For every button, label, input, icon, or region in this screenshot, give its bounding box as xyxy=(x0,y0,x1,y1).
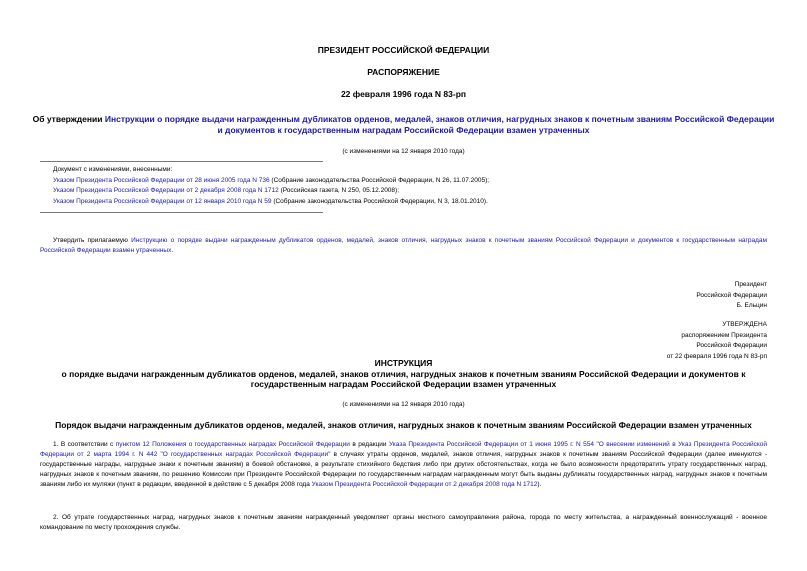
decree-59-link[interactable]: Указом Президента Российской Федерации от 12 января 2010 года N 59 xyxy=(53,197,272,205)
amending-doc-item xyxy=(53,186,753,197)
amending-documents-box xyxy=(53,165,753,207)
regulation-point-12-link[interactable]: пунктом 12 Положения о государственных наградах Российской Федерации xyxy=(115,441,350,448)
section-title: Порядок выдачи награжденным дубликатов орденов, медалей, знаков отличия, нагрудных знаков к почетным званиям Российской Федерации взамен утраченных xyxy=(55,420,752,430)
signature-block xyxy=(567,280,767,312)
approve-prefix: Утвердить прилагаемую xyxy=(53,237,132,244)
instruction-heading-block xyxy=(30,358,777,390)
decree-1712-link-2[interactable]: Указом Президента Российской Федерации от 2 декабря 2008 года N 1712 xyxy=(311,481,538,488)
approved-block xyxy=(567,320,767,362)
document-title-prefix: Об утверждении xyxy=(32,114,105,124)
paragraph-text: в случаях утраты орденов, медалей, знаков отличия, нагрудных знаков к почетным званиям Российской Федерации (далее именуются - государственные награды, нагрудные знаки к почетным званиям) в боевой обстановке, в результате стихийного бедствия либо при других обстоятельствах, когда не было возможности предотвратить утрату государственных наград, нагрудных знаков к почетным званиям, по решению Комиссии при Президенте Российской Федерации по государственным наградам награжденным могут быть выданы дубликаты государственных наград, нагрудных знаков к почетным званиям либо их муляжи (пункт в редакции, введенной в действие с 5 декабря 2008 года xyxy=(40,451,767,488)
amending-doc-source: (Собрание законодательства Российской Федерации, N 3, 18.01.2010). xyxy=(271,197,488,205)
instruction-heading: ИНСТРУКЦИЯ xyxy=(374,358,433,368)
decree-554-link[interactable]: Указа Президента Российской Федерации от 1 июня 1995 г. N 554 "О внесении изменений в Указ Президента Российской Федерации от 2 марта 1994 г. N 442 "О государственных наградах Российской Федерации" xyxy=(40,441,768,458)
amending-doc-item xyxy=(53,197,753,208)
paragraph-1 xyxy=(40,440,767,490)
document-date-number: 22 февраля 1996 года N 83-рп xyxy=(340,89,467,99)
divider-top xyxy=(40,161,323,162)
instruction-amendments-note: (с изменениями на 12 января 2010 года) xyxy=(342,401,465,408)
amending-doc-source: (Российская газета, N 250, 05.12.2008); xyxy=(278,187,400,194)
approved-country: Российской Федерации xyxy=(696,342,767,349)
signature-country: Российской Федерации xyxy=(696,291,767,299)
paragraph-text: в редакции xyxy=(349,441,389,448)
decree-736-link[interactable]: Указом Президента Российской Федерации от 28 июня 2005 года N 736 xyxy=(53,176,270,184)
amending-doc-item xyxy=(53,176,753,187)
approve-paragraph xyxy=(40,236,767,256)
instruction-subheading: о порядке выдачи награжденным дубликатов орденов, медалей, знаков отличия, нагрудных знаков к почетным званиям Российской Федерации и документов к государственным наградам Российской Федерации взамен утраченных xyxy=(61,368,746,389)
document-type-heading: РАСПОРЯЖЕНИЕ xyxy=(367,67,440,77)
document-title xyxy=(30,114,777,136)
approved-date: от 22 февраля 1996 года N 83-рп xyxy=(666,352,767,360)
amendments-note: (с изменениями на 12 января 2010 года) xyxy=(342,148,465,155)
paragraph-text: ). xyxy=(537,481,542,488)
instruction-link[interactable]: Инструкцию о порядке выдачи награжденным дубликатов орденов, медалей, знаков отличия, нагрудных знаков к почетным званиям Российской Федерации и документов к государственным наградам Российской Федерации взамен утраченных xyxy=(40,237,768,254)
approved-by: распоряжением Президента xyxy=(681,331,767,339)
approved-label: УТВЕРЖДЕНА xyxy=(722,321,767,328)
signature-name: Б. Ельцин xyxy=(736,302,767,309)
decree-1712-link[interactable]: Указом Президента Российской Федерации от 2 декабря 2008 года N 1712 xyxy=(53,187,279,194)
amending-documents-heading: Документ с изменениями, внесенными: xyxy=(53,166,173,173)
instruction-title-link[interactable]: Инструкции о порядке выдачи награжденным дубликатов орденов, медалей, знаков отличия, нагрудных знаков к почетным званиям Российской Федерации и документов к государственным наградам Российской Федерации взамен утраченных xyxy=(104,114,775,135)
divider-bottom xyxy=(40,212,323,213)
issuer-heading: ПРЕЗИДЕНТ РОССИЙСКОЙ ФЕДЕРАЦИИ xyxy=(317,45,490,55)
paragraph-text: 1. В соответствии с xyxy=(53,441,116,448)
paragraph-2: 2. Об утрате государственных наград, нагрудных знаков к почетным званиям награжденный уведомляет органы местного самоуправления района, города по месту жительства, а награжденный военнослужащий - военное командование по месту прохождения службы. xyxy=(40,514,767,531)
approve-suffix: . xyxy=(171,247,174,254)
signature-title: Президент xyxy=(734,281,767,288)
amending-doc-source: (Собрание законодательства Российской Федерации, N 26, 11.07.2005); xyxy=(269,176,490,184)
